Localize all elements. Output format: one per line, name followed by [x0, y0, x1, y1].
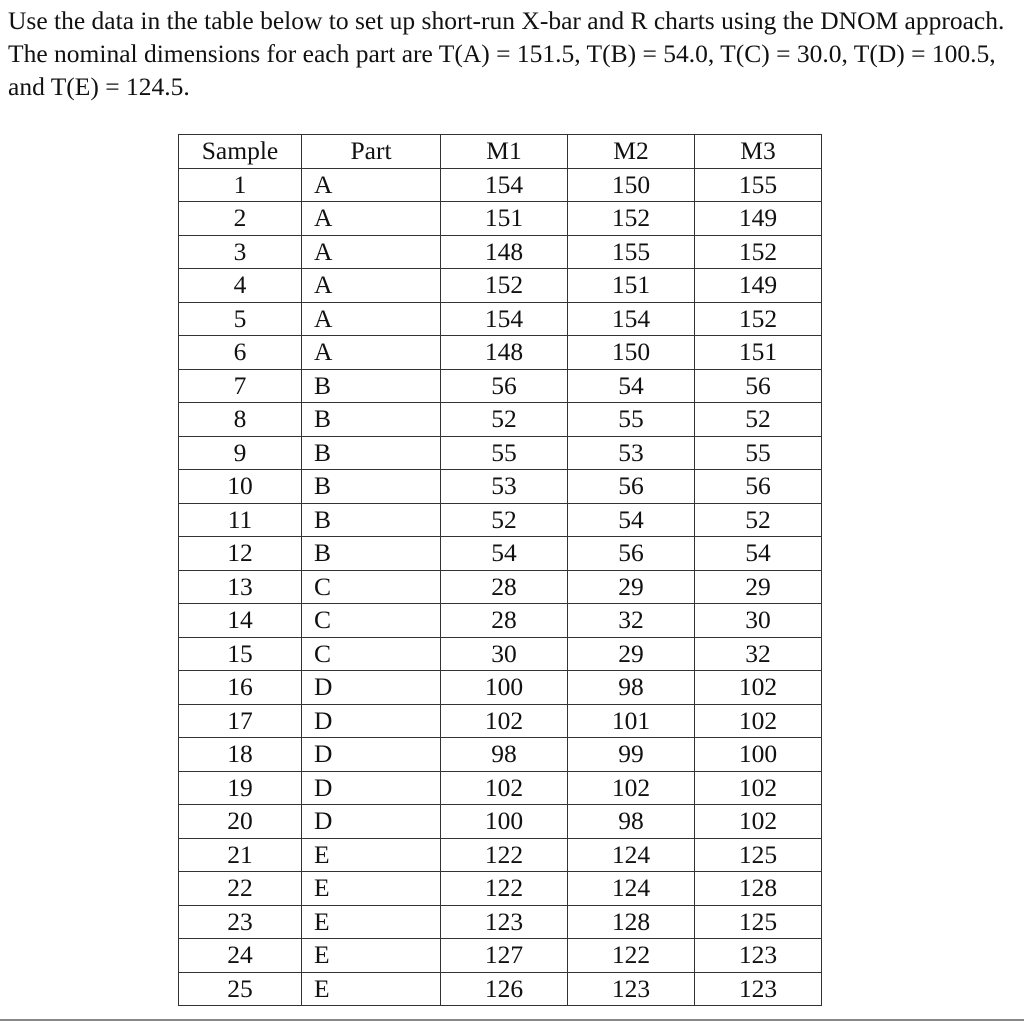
m1-cell: 102: [441, 771, 568, 805]
part-cell: C: [302, 570, 441, 604]
part-cell: A: [302, 336, 441, 370]
m1-cell: 100: [441, 805, 568, 839]
m1-cell: 154: [441, 302, 568, 336]
m2-cell: 53: [568, 436, 695, 470]
part-cell: B: [302, 369, 441, 403]
m3-cell: 152: [695, 302, 822, 336]
bottom-divider: [0, 1019, 1024, 1021]
header-m1: M1: [441, 135, 568, 169]
m1-cell: 148: [441, 336, 568, 370]
m1-cell: 30: [441, 637, 568, 671]
part-cell: B: [302, 503, 441, 537]
m1-cell: 122: [441, 872, 568, 906]
table-row: [179, 637, 822, 671]
m1-cell: 122: [441, 838, 568, 872]
m1-cell: 123: [441, 905, 568, 939]
m3-cell: 100: [695, 738, 822, 772]
sample-cell: 1: [179, 168, 302, 202]
sample-cell: 3: [179, 235, 302, 269]
m1-cell: 28: [441, 604, 568, 638]
m2-cell: 122: [568, 939, 695, 973]
sample-cell: 4: [179, 269, 302, 303]
table-row: [179, 436, 822, 470]
table-row: [179, 168, 822, 202]
sample-cell: 5: [179, 302, 302, 336]
m3-cell: 32: [695, 637, 822, 671]
m2-cell: 56: [568, 537, 695, 571]
m2-cell: 54: [568, 503, 695, 537]
part-cell: B: [302, 537, 441, 571]
m3-cell: 125: [695, 838, 822, 872]
m2-cell: 55: [568, 403, 695, 437]
sample-cell: 14: [179, 604, 302, 638]
m3-cell: 128: [695, 872, 822, 906]
problem-statement: Use the data in the table below to set up short-run X-bar and R charts using the DNOM approach. The nominal dimensions for each part are T(A) = 151.5, T(B) = 54.0, T(C) = 30.0, T(D) = 100.5, and T(E) = 124.5.: [8, 6, 1005, 101]
m3-cell: 151: [695, 336, 822, 370]
m3-cell: 54: [695, 537, 822, 571]
table-row: [179, 269, 822, 303]
m3-cell: 102: [695, 771, 822, 805]
sample-cell: 17: [179, 704, 302, 738]
m2-cell: 29: [568, 570, 695, 604]
m1-cell: 151: [441, 202, 568, 236]
m2-cell: 150: [568, 336, 695, 370]
m3-cell: 125: [695, 905, 822, 939]
part-cell: E: [302, 972, 441, 1006]
table-row: [179, 403, 822, 437]
m1-cell: 56: [441, 369, 568, 403]
m2-cell: 32: [568, 604, 695, 638]
m1-cell: 102: [441, 704, 568, 738]
m2-cell: 154: [568, 302, 695, 336]
part-cell: E: [302, 905, 441, 939]
m3-cell: 56: [695, 470, 822, 504]
m2-cell: 155: [568, 235, 695, 269]
m3-cell: 102: [695, 671, 822, 705]
part-cell: C: [302, 604, 441, 638]
table-row: [179, 939, 822, 973]
measurement-table: [178, 134, 822, 1006]
sample-cell: 16: [179, 671, 302, 705]
table-row: [179, 202, 822, 236]
sample-cell: 19: [179, 771, 302, 805]
part-cell: D: [302, 805, 441, 839]
table-row: [179, 336, 822, 370]
sample-cell: 23: [179, 905, 302, 939]
m1-cell: 55: [441, 436, 568, 470]
sample-cell: 22: [179, 872, 302, 906]
part-cell: C: [302, 637, 441, 671]
table-row: [179, 570, 822, 604]
m2-cell: 123: [568, 972, 695, 1006]
table-body: [179, 168, 822, 1006]
m2-cell: 124: [568, 838, 695, 872]
m1-cell: 53: [441, 470, 568, 504]
table-row: [179, 470, 822, 504]
sample-cell: 13: [179, 570, 302, 604]
part-cell: A: [302, 235, 441, 269]
table-row: [179, 805, 822, 839]
m1-cell: 126: [441, 972, 568, 1006]
m1-cell: 52: [441, 503, 568, 537]
sample-cell: 12: [179, 537, 302, 571]
m1-cell: 98: [441, 738, 568, 772]
header-sample: Sample: [179, 135, 302, 169]
m3-cell: 149: [695, 269, 822, 303]
table-row: [179, 838, 822, 872]
m1-cell: 152: [441, 269, 568, 303]
part-cell: D: [302, 704, 441, 738]
sample-cell: 8: [179, 403, 302, 437]
part-cell: D: [302, 771, 441, 805]
m2-cell: 29: [568, 637, 695, 671]
part-cell: B: [302, 403, 441, 437]
m3-cell: 55: [695, 436, 822, 470]
table-row: [179, 604, 822, 638]
part-cell: D: [302, 738, 441, 772]
part-cell: E: [302, 939, 441, 973]
m3-cell: 56: [695, 369, 822, 403]
header-part: Part: [302, 135, 441, 169]
sample-cell: 10: [179, 470, 302, 504]
table-row: [179, 537, 822, 571]
part-cell: A: [302, 302, 441, 336]
sample-cell: 15: [179, 637, 302, 671]
m2-cell: 54: [568, 369, 695, 403]
m3-cell: 155: [695, 168, 822, 202]
table-row: [179, 704, 822, 738]
sample-cell: 24: [179, 939, 302, 973]
m2-cell: 99: [568, 738, 695, 772]
sample-cell: 20: [179, 805, 302, 839]
table-row: [179, 738, 822, 772]
header-m2: M2: [568, 135, 695, 169]
sample-cell: 21: [179, 838, 302, 872]
part-cell: A: [302, 168, 441, 202]
table-row: [179, 972, 822, 1006]
table-row: [179, 369, 822, 403]
m2-cell: 98: [568, 671, 695, 705]
m1-cell: 127: [441, 939, 568, 973]
sample-cell: 7: [179, 369, 302, 403]
m2-cell: 102: [568, 771, 695, 805]
table-row: [179, 302, 822, 336]
part-cell: A: [302, 269, 441, 303]
table-row: [179, 671, 822, 705]
m3-cell: 30: [695, 604, 822, 638]
header-m3: M3: [695, 135, 822, 169]
m1-cell: 28: [441, 570, 568, 604]
m1-cell: 54: [441, 537, 568, 571]
m3-cell: 52: [695, 503, 822, 537]
table-row: [179, 905, 822, 939]
sample-cell: 11: [179, 503, 302, 537]
m2-cell: 124: [568, 872, 695, 906]
m3-cell: 152: [695, 235, 822, 269]
m2-cell: 150: [568, 168, 695, 202]
m3-cell: 123: [695, 972, 822, 1006]
part-cell: E: [302, 872, 441, 906]
m1-cell: 100: [441, 671, 568, 705]
m3-cell: 102: [695, 704, 822, 738]
part-cell: E: [302, 838, 441, 872]
m3-cell: 29: [695, 570, 822, 604]
m2-cell: 101: [568, 704, 695, 738]
sample-cell: 25: [179, 972, 302, 1006]
sample-cell: 18: [179, 738, 302, 772]
m3-cell: 102: [695, 805, 822, 839]
part-cell: A: [302, 202, 441, 236]
table-row: [179, 503, 822, 537]
sample-cell: 9: [179, 436, 302, 470]
m1-cell: 148: [441, 235, 568, 269]
sample-cell: 6: [179, 336, 302, 370]
table-row: [179, 872, 822, 906]
m2-cell: 56: [568, 470, 695, 504]
part-cell: B: [302, 436, 441, 470]
m3-cell: 123: [695, 939, 822, 973]
m2-cell: 98: [568, 805, 695, 839]
m2-cell: 152: [568, 202, 695, 236]
part-cell: D: [302, 671, 441, 705]
sample-cell: 2: [179, 202, 302, 236]
m1-cell: 154: [441, 168, 568, 202]
m2-cell: 128: [568, 905, 695, 939]
table-row: [179, 771, 822, 805]
part-cell: B: [302, 470, 441, 504]
m1-cell: 52: [441, 403, 568, 437]
m3-cell: 149: [695, 202, 822, 236]
table-row: [179, 235, 822, 269]
m2-cell: 151: [568, 269, 695, 303]
m3-cell: 52: [695, 403, 822, 437]
table-header-row: [179, 135, 822, 169]
